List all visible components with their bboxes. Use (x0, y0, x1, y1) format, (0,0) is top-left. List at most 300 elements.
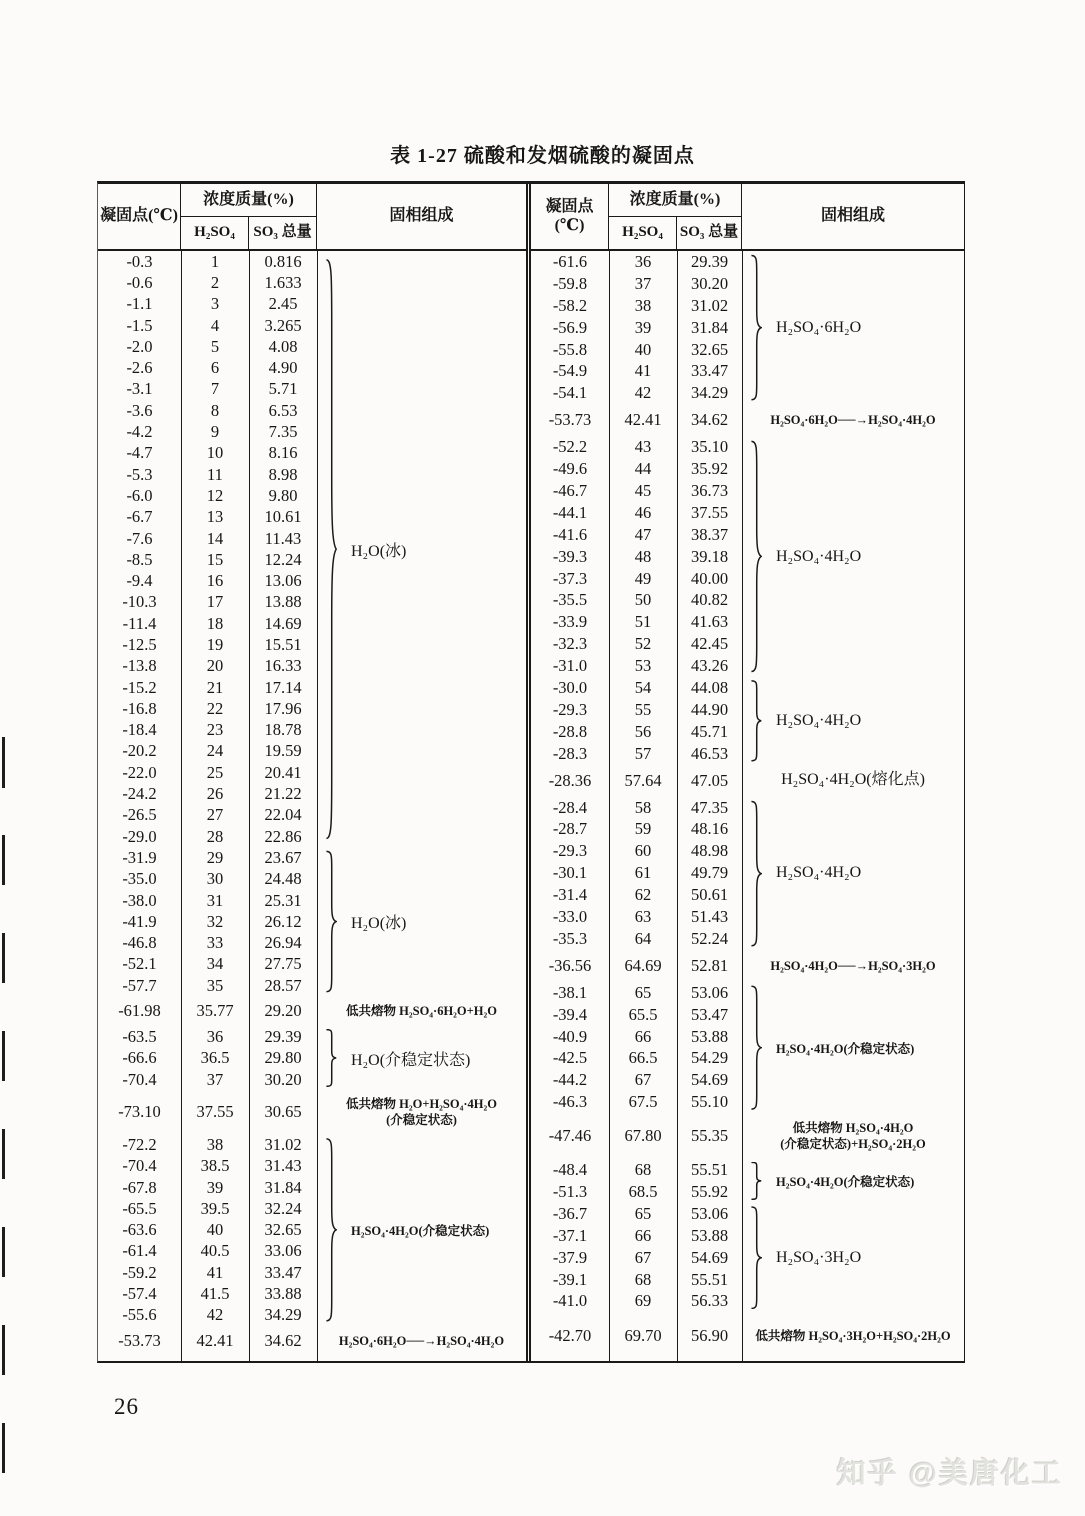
freezing-point-value: -32.3 (552, 634, 588, 654)
so3-total-value: 30.20 (264, 1069, 302, 1089)
solid-phase-label: H₂SO₄·4H₂O(熔化点) (781, 771, 925, 789)
row-group (531, 982, 964, 1113)
h2so4-value: 39 (206, 1177, 224, 1197)
so3-total-value: 48.16 (690, 819, 729, 839)
so3-total-value: 3.265 (264, 315, 302, 335)
row-group (531, 950, 964, 982)
table-row (98, 1134, 317, 1155)
freezing-point-value: -8.5 (126, 549, 153, 569)
h2so4-value: 36.5 (200, 1048, 230, 1068)
table-row (531, 568, 742, 590)
h2so4-value: 38 (634, 295, 652, 315)
so3-total-value: 46.53 (690, 743, 729, 763)
solid-phase-cell (317, 1333, 526, 1349)
freezing-point-value: -18.4 (122, 720, 157, 740)
freezing-point-value: -41.6 (552, 524, 588, 544)
h2so4-value: 46 (634, 502, 652, 522)
so3-total-value: 2.45 (268, 294, 298, 314)
so3-total-value: 34.29 (264, 1305, 302, 1325)
freezing-point-value: -4.7 (126, 443, 153, 463)
so3-total-value: 33.47 (264, 1262, 302, 1282)
h2so4-value: 6 (210, 358, 220, 378)
freezing-point-value: -1.5 (126, 315, 153, 335)
table-left-panel (98, 184, 526, 1361)
table-row (98, 251, 317, 272)
so3-total-value: 9.80 (268, 485, 298, 505)
freezing-point-value: -30.1 (552, 863, 588, 883)
h2so4-value: 33 (206, 933, 224, 953)
data-rows (531, 951, 742, 981)
table-body-left (98, 251, 526, 1361)
h2so4-value: 2 (210, 272, 220, 292)
table-row (531, 524, 742, 546)
h2so4-value: 59 (634, 819, 652, 839)
h2so4-value: 38 (206, 1134, 224, 1154)
freezing-point-value: -70.4 (122, 1069, 157, 1089)
h2so4-value: 30 (206, 869, 224, 889)
freezing-point-value: -41.0 (552, 1291, 588, 1311)
so3-total-value: 31.84 (264, 1177, 302, 1197)
solid-phase-cell (742, 1120, 964, 1153)
h2so4-value: 43 (634, 437, 652, 457)
table-row (98, 996, 317, 1026)
table-row (98, 549, 317, 570)
h2so4-value: 68 (634, 1160, 652, 1180)
scan-artifact (2, 737, 5, 788)
freezing-point-value: -52.1 (122, 954, 157, 974)
so3-total-value: 25.31 (264, 890, 302, 910)
so3-total-value: 13.88 (264, 592, 302, 612)
table-row (98, 911, 317, 932)
solid-phase-cell (317, 251, 526, 847)
h2so4-value: 42.41 (624, 410, 662, 430)
table-row (531, 1321, 742, 1351)
so3-total-value: 0.816 (264, 251, 302, 271)
data-rows (531, 436, 742, 677)
freezing-point-value: -63.6 (122, 1220, 157, 1240)
so3-total-value: 5.71 (268, 379, 298, 399)
h2so4-value: 15 (206, 549, 224, 569)
freezing-point-value: -70.4 (122, 1156, 157, 1176)
freezing-point-value: -57.7 (122, 975, 157, 995)
freezing-point-value: -4.2 (126, 422, 153, 442)
data-rows (531, 1321, 742, 1351)
freezing-point-value: -66.6 (122, 1048, 157, 1068)
data-rows (531, 1159, 742, 1203)
table-row (98, 570, 317, 591)
h2so4-value: 22 (206, 698, 224, 718)
h2so4-value: 66 (634, 1026, 652, 1046)
so3-total-value: 53.88 (690, 1225, 729, 1245)
brace-icon (324, 254, 337, 844)
so3-total-value: 17.14 (264, 677, 302, 697)
so3-total-value: 40.00 (690, 568, 729, 588)
scan-artifact (2, 1325, 5, 1375)
table-row (531, 766, 742, 796)
h2so4-value: 41 (206, 1262, 224, 1282)
table-row (531, 1004, 742, 1026)
table-header-left (98, 184, 526, 251)
h2so4-value: 32 (206, 911, 224, 931)
h2so4-value: 42 (206, 1305, 224, 1325)
table-row (98, 613, 317, 634)
column-divider (249, 251, 250, 1361)
freezing-point-value: -57.4 (122, 1284, 157, 1303)
so3-total-value: 30.65 (264, 1102, 302, 1122)
freezing-point-value: -29.0 (122, 826, 157, 846)
table-row (531, 884, 742, 906)
h2so4-value: 35.77 (196, 1001, 234, 1021)
so3-total-value: 54.69 (690, 1070, 729, 1090)
h2so4-value: 51 (634, 612, 652, 632)
h2so4-value: 58 (634, 797, 652, 817)
table-row (531, 1026, 742, 1048)
so3-total-value: 4.08 (268, 336, 298, 356)
so3-total-value: 12.24 (264, 549, 302, 569)
freezing-point-value: -59.8 (552, 273, 588, 293)
table-row (98, 379, 317, 400)
so3-total-value: 8.98 (268, 464, 298, 484)
h2so4-value: 40 (206, 1220, 224, 1240)
table-body-right (531, 251, 964, 1361)
freezing-point-value: -61.6 (552, 251, 588, 271)
page-number: 26 (114, 1394, 139, 1419)
solid-phase-cell (742, 982, 964, 1113)
h2so4-value: 50 (634, 590, 652, 610)
freezing-point-value: -39.4 (552, 1004, 588, 1024)
h2so4-value: 68 (634, 1269, 652, 1289)
table-row (531, 1291, 742, 1313)
freezing-point-value: -37.9 (552, 1247, 588, 1267)
freezing-point-value: -67.8 (122, 1177, 157, 1197)
so3-total-value: 29.20 (264, 1001, 302, 1021)
so3-total-value: 31.02 (264, 1134, 302, 1154)
solid-phase-label: H₂SO₄·4H₂O (776, 864, 862, 882)
solid-phase-label: H₂SO₄·4H₂O (776, 711, 862, 729)
table-row (98, 783, 317, 804)
h2so4-value: 44 (634, 459, 652, 479)
solid-phase-cell (742, 958, 964, 974)
h2so4-value: 54 (634, 677, 652, 697)
so3-total-value: 14.69 (264, 613, 302, 633)
so3-total-value: 33.88 (264, 1284, 302, 1303)
table-row (531, 589, 742, 611)
freezing-point-value: -39.3 (552, 546, 588, 566)
h2so4-value: 42 (634, 383, 652, 403)
h2so4-value: 64.69 (624, 955, 662, 975)
freezing-point-value: -49.6 (552, 459, 588, 479)
h2so4-value: 9 (210, 422, 220, 442)
freezing-point-value: -61.98 (118, 1001, 161, 1021)
freezing-point-value: -29.3 (552, 841, 588, 861)
table-row (531, 797, 742, 819)
freezing-point-value: -35.5 (552, 590, 588, 610)
freezing-point-value: -0.6 (126, 272, 153, 292)
table-row (98, 507, 317, 528)
data-rows (98, 251, 317, 847)
h2so4-value: 64 (634, 928, 652, 948)
row-group (531, 797, 964, 950)
data-rows (98, 996, 317, 1026)
table-row (98, 1097, 317, 1127)
row-group (98, 251, 526, 847)
freezing-point-value: -63.5 (122, 1027, 157, 1047)
table-row (98, 315, 317, 336)
h2so4-value: 45 (634, 480, 652, 500)
freezing-point-value: -33.9 (552, 612, 588, 632)
so3-total-value: 55.35 (690, 1126, 729, 1146)
so3-total-value: 50.61 (690, 885, 729, 905)
freezing-point-value: -40.9 (552, 1026, 588, 1046)
table-row (98, 656, 317, 677)
header-so3-total: SO₃ 总量 (249, 217, 317, 249)
header-solid-phase: 固相组成 (820, 207, 885, 225)
solid-phase-cell (742, 677, 964, 765)
table-row (98, 443, 317, 464)
table-row (531, 1203, 742, 1225)
freezing-point-value: -29.3 (552, 699, 588, 719)
solid-phase-cell (742, 797, 964, 950)
h2so4-value: 37 (634, 273, 652, 293)
table-row (98, 400, 317, 421)
so3-total-value: 35.10 (690, 437, 729, 457)
h2so4-value: 20 (206, 656, 224, 676)
table-row (98, 762, 317, 783)
freezing-point-value: -0.3 (126, 251, 153, 271)
so3-total-value: 33.06 (264, 1241, 302, 1261)
freezing-point-value: -33.0 (552, 906, 588, 926)
h2so4-value: 16 (206, 571, 224, 591)
so3-total-value: 52.81 (690, 955, 729, 975)
scan-artifact (2, 1031, 5, 1081)
so3-total-value: 53.88 (690, 1026, 729, 1046)
h2so4-value: 67 (634, 1070, 652, 1090)
solid-phase-cell (742, 1159, 964, 1203)
table-row (531, 611, 742, 633)
solid-phase-cell (317, 847, 526, 996)
freezing-point-value: -42.70 (548, 1326, 592, 1346)
brace-icon (749, 1162, 762, 1200)
so3-total-value: 13.06 (264, 571, 302, 591)
scan-artifact (2, 835, 5, 885)
h2so4-value: 67.80 (624, 1126, 662, 1146)
h2so4-value: 56 (634, 721, 652, 741)
so3-total-value: 10.61 (264, 507, 302, 527)
h2so4-value: 57 (634, 743, 652, 763)
freezing-point-value: -48.4 (552, 1160, 588, 1180)
row-group (98, 1134, 526, 1326)
table-row (531, 458, 742, 480)
table-title: 表 1-27 硫酸和发烟硫酸的凝固点 (390, 145, 695, 167)
so3-total-value: 56.90 (690, 1326, 729, 1346)
freezing-point-value: -36.56 (548, 955, 592, 975)
freezing-point-value: -30.0 (552, 677, 588, 697)
h2so4-value: 65.5 (628, 1004, 658, 1024)
data-rows (531, 1121, 742, 1151)
h2so4-value: 26 (206, 784, 224, 804)
freezing-point-value: -2.0 (126, 336, 153, 356)
scan-artifact (2, 1129, 5, 1179)
h2so4-value: 67.5 (628, 1092, 658, 1112)
so3-total-value: 22.04 (264, 805, 302, 825)
table-row (531, 633, 742, 655)
so3-total-value: 37.55 (690, 502, 729, 522)
solid-phase-label: H₂O(冰) (351, 915, 407, 933)
so3-total-value: 4.90 (268, 358, 298, 378)
so3-total-value: 23.67 (264, 847, 302, 867)
h2so4-value: 13 (206, 507, 224, 527)
so3-total-value: 16.33 (264, 656, 302, 676)
header-h2so4: H₂SO₄ (609, 217, 677, 249)
solid-phase-cell (317, 1003, 526, 1019)
data-rows (531, 251, 742, 404)
so3-total-value: 43.26 (690, 656, 729, 676)
table-row (531, 743, 742, 765)
so3-total-value: 7.35 (268, 422, 298, 442)
so3-total-value: 48.98 (690, 841, 729, 861)
so3-total-value: 34.62 (264, 1330, 302, 1350)
brace-icon (749, 1206, 762, 1309)
h2so4-value: 39 (634, 317, 652, 337)
freezing-point-table (97, 181, 965, 1363)
freezing-point-value: -37.3 (552, 568, 588, 588)
h2so4-value: 25 (206, 762, 224, 782)
so3-total-value: 52.24 (690, 928, 729, 948)
freezing-point-value: -53.73 (548, 410, 592, 430)
solid-phase-cell (742, 251, 964, 404)
solid-phase-label: H₂SO₄·6H₂O──→H₂SO₄·4H₂O (338, 1333, 505, 1348)
data-rows (531, 982, 742, 1113)
table-row (531, 655, 742, 677)
freezing-point-value: -31.0 (552, 656, 588, 676)
header-h2so4: H₂SO₄ (181, 217, 249, 249)
freezing-point-value: -35.3 (552, 928, 588, 948)
h2so4-value: 49 (634, 568, 652, 588)
table-row (531, 1181, 742, 1203)
table-row (531, 1225, 742, 1247)
solid-phase-label: H₂SO₄·6H₂O (776, 318, 862, 336)
solid-phase-label: H₂SO₄·6H₂O──→H₂SO₄·4H₂O (770, 413, 936, 428)
so3-total-value: 45.71 (690, 721, 729, 741)
header-so3-total: SO₃ 总量 (677, 217, 742, 249)
h2so4-value: 63 (634, 906, 652, 926)
so3-total-value: 36.73 (690, 480, 729, 500)
table-row (98, 698, 317, 719)
so3-total-value: 38.37 (690, 524, 729, 544)
row-group (98, 1326, 526, 1356)
so3-total-value: 24.48 (264, 869, 302, 889)
freezing-point-value: -11.4 (122, 613, 157, 633)
table-row (98, 1219, 317, 1240)
h2so4-value: 8 (210, 400, 220, 420)
table-row (531, 382, 742, 404)
h2so4-value: 62 (634, 885, 652, 905)
table-row (98, 720, 317, 741)
so3-total-value: 26.12 (264, 911, 302, 931)
scan-artifact (2, 1227, 5, 1277)
h2so4-value: 23 (206, 720, 224, 740)
h2so4-value: 37 (206, 1069, 224, 1089)
table-row (98, 954, 317, 975)
freezing-point-value: -73.10 (118, 1102, 161, 1122)
so3-total-value: 31.84 (690, 317, 729, 337)
h2so4-value: 28 (206, 826, 224, 846)
freezing-point-value: -36.7 (552, 1203, 588, 1223)
table-row (98, 634, 317, 655)
brace-icon (324, 1137, 337, 1323)
h2so4-value: 57.64 (624, 770, 662, 790)
row-group (531, 1159, 964, 1203)
table-row (98, 975, 317, 996)
table-row (531, 273, 742, 295)
table-row (98, 1305, 317, 1326)
h2so4-value: 67 (634, 1247, 652, 1267)
h2so4-value: 41 (634, 361, 652, 381)
table-row (98, 677, 317, 698)
table-row (531, 360, 742, 382)
data-rows (531, 1203, 742, 1312)
header-freezing-point (531, 184, 609, 249)
so3-total-value: 56.33 (690, 1291, 729, 1311)
table-row (531, 317, 742, 339)
solid-phase-cell (317, 1026, 526, 1090)
data-rows (531, 405, 742, 435)
h2so4-value: 60 (634, 841, 652, 861)
freezing-point-value: -28.7 (552, 819, 588, 839)
row-group (98, 1026, 526, 1090)
row-group (98, 1090, 526, 1134)
table-row (531, 1269, 742, 1291)
freezing-point-value: -28.36 (548, 770, 592, 790)
solid-phase-cell (742, 436, 964, 677)
freezing-point-value: -31.9 (122, 847, 157, 867)
table-row (98, 741, 317, 762)
h2so4-value: 61 (634, 863, 652, 883)
h2so4-value: 65 (634, 1203, 652, 1223)
table-row (531, 1121, 742, 1151)
row-group (98, 996, 526, 1026)
freezing-point-value: -55.8 (552, 339, 588, 359)
table-row (531, 339, 742, 361)
header-freezing-point-line2: (℃) (554, 216, 585, 234)
freezing-point-value: -53.73 (118, 1330, 161, 1350)
table-row (531, 862, 742, 884)
h2so4-value: 17 (206, 592, 224, 612)
header-concentration-mass: 浓度质量(%) (609, 184, 742, 217)
h2so4-value: 1 (210, 251, 220, 271)
h2so4-value: 53 (634, 656, 652, 676)
so3-total-value: 49.79 (690, 863, 729, 883)
freezing-point-value: -15.2 (122, 677, 157, 697)
so3-total-value: 32.24 (264, 1198, 302, 1218)
freezing-point-value: -41.9 (122, 911, 157, 931)
freezing-point-value: -46.3 (552, 1092, 588, 1112)
so3-total-value: 54.69 (690, 1247, 729, 1267)
so3-total-value: 1.633 (264, 272, 302, 292)
h2so4-value: 69.70 (624, 1326, 662, 1346)
h2so4-value: 48 (634, 546, 652, 566)
so3-total-value: 32.65 (264, 1220, 302, 1240)
freezing-point-value: -13.8 (122, 656, 157, 676)
freezing-point-value: -42.5 (552, 1048, 588, 1068)
freezing-point-value: -20.2 (122, 741, 157, 761)
table-row (531, 405, 742, 435)
table-row (98, 528, 317, 549)
freezing-point-value: -61.4 (122, 1241, 157, 1261)
so3-total-value: 19.59 (264, 741, 302, 761)
table-row (531, 1247, 742, 1269)
brace-icon (324, 1029, 337, 1087)
